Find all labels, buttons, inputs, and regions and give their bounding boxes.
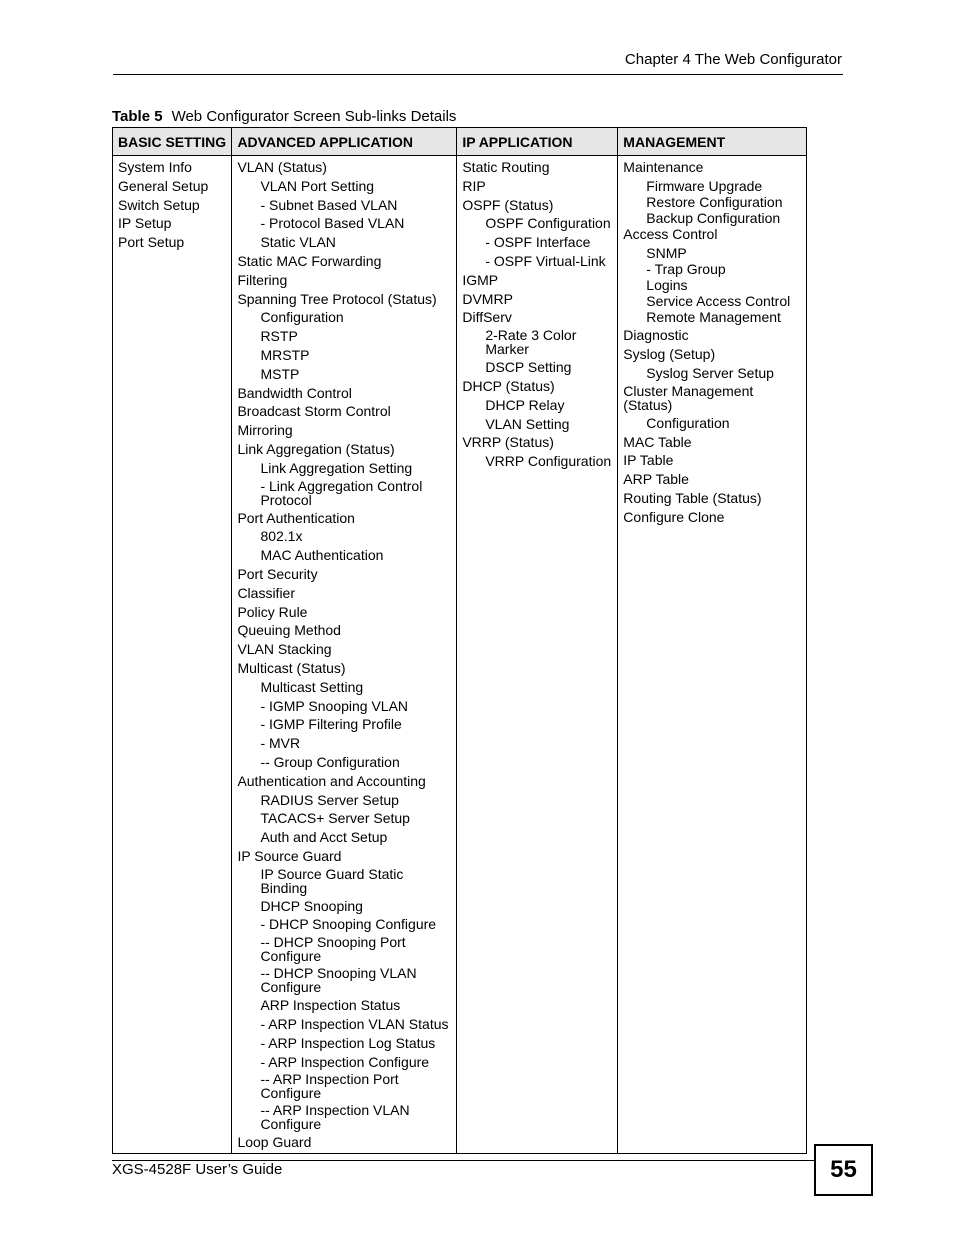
list-item: VRRP (Status) bbox=[462, 434, 554, 451]
list-item: -- DHCP Snooping Port Configure bbox=[260, 934, 406, 965]
list-item: Static MAC Forwarding bbox=[237, 252, 382, 269]
list-item: Loop Guard bbox=[237, 1134, 312, 1151]
guide-title: XGS-4528F User’s Guide bbox=[112, 1161, 283, 1178]
header-rule bbox=[113, 74, 843, 75]
list-item: RSTP bbox=[260, 328, 298, 345]
list-item: VLAN Port Setting bbox=[260, 177, 375, 194]
list-item: -- Group Configuration bbox=[260, 753, 400, 770]
column-header-management: MANAGEMENT bbox=[618, 128, 807, 156]
list-item: IP Source Guard Static Binding bbox=[260, 865, 404, 896]
list-item: Backup Configuration bbox=[646, 209, 781, 226]
page-number: 55 bbox=[814, 1144, 873, 1196]
list-item: Restore Configuration bbox=[646, 193, 783, 210]
list-item: Auth and Acct Setup bbox=[260, 829, 388, 846]
list-item: IGMP bbox=[462, 271, 499, 288]
list-item: Switch Setup bbox=[118, 196, 200, 213]
list-item: - ARP Inspection Configure bbox=[260, 1053, 430, 1070]
list-item: Filtering bbox=[237, 271, 288, 288]
list-item: Firmware Upgrade bbox=[646, 177, 763, 194]
list-item: VLAN Setting bbox=[485, 415, 570, 432]
list-item: Routing Table (Status) bbox=[623, 489, 762, 506]
list-item: Diagnostic bbox=[623, 327, 689, 344]
list-item: RADIUS Server Setup bbox=[260, 791, 399, 808]
list-item: - Subnet Based VLAN bbox=[260, 196, 398, 213]
list-item: Link Aggregation (Status) bbox=[237, 440, 395, 457]
list-item: Cluster Management (Status) bbox=[623, 382, 754, 413]
list-item: DiffServ bbox=[462, 309, 512, 326]
list-item: Configure Clone bbox=[623, 508, 725, 525]
list-item: MAC Authentication bbox=[260, 547, 384, 564]
column-header-ip: IP APPLICATION bbox=[457, 128, 618, 156]
list-item: SNMP bbox=[646, 244, 687, 261]
list-item: Configuration bbox=[646, 414, 730, 431]
list-item: Link Aggregation Setting bbox=[260, 459, 413, 476]
list-item: DHCP Relay bbox=[485, 396, 565, 413]
table-header-row bbox=[113, 128, 807, 156]
list-item: - IGMP Snooping VLAN bbox=[260, 697, 409, 714]
list-item: VLAN (Status) bbox=[237, 159, 327, 175]
list-item: IP Table bbox=[623, 452, 674, 469]
list-item: - OSPF Virtual-Link bbox=[485, 252, 606, 269]
management-cell bbox=[618, 156, 807, 1154]
table-title: Web Configurator Screen Sub-links Details bbox=[171, 108, 457, 125]
list-item: Spanning Tree Protocol (Status) bbox=[237, 290, 437, 307]
list-item: DVMRP bbox=[462, 290, 513, 307]
list-item: ARP Table bbox=[623, 471, 689, 488]
list-item: Multicast (Status) bbox=[237, 659, 346, 676]
table-row bbox=[113, 156, 807, 1154]
basic-setting-cell bbox=[113, 156, 232, 1154]
list-item: System Info bbox=[118, 159, 192, 175]
list-item: Bandwidth Control bbox=[237, 384, 352, 401]
list-item: IP Source Guard bbox=[237, 847, 342, 864]
list-item: Maintenance bbox=[623, 159, 704, 175]
chapter-header: Chapter 4 The Web Configurator bbox=[624, 51, 842, 68]
list-item: - ARP Inspection Log Status bbox=[260, 1034, 436, 1051]
list-item: ARP Inspection Status bbox=[260, 997, 401, 1014]
list-item: DHCP (Status) bbox=[462, 377, 555, 394]
list-item: Policy Rule bbox=[237, 603, 308, 620]
list-item: Queuing Method bbox=[237, 622, 341, 639]
list-item: VRRP Configuration bbox=[485, 453, 612, 470]
table-number: Table 5 bbox=[112, 108, 163, 125]
list-item: Port Authentication bbox=[237, 509, 355, 526]
list-item: MSTP bbox=[260, 365, 300, 382]
list-item: IP Setup bbox=[118, 215, 172, 232]
list-item: DHCP Snooping bbox=[260, 897, 363, 914]
list-item: Static VLAN bbox=[260, 234, 336, 251]
column-header-advanced: ADVANCED APPLICATION bbox=[232, 128, 457, 156]
ip-application-cell bbox=[457, 156, 618, 1154]
list-item: VLAN Stacking bbox=[237, 641, 332, 658]
list-item: Authentication and Accounting bbox=[237, 772, 426, 789]
table-caption bbox=[112, 108, 456, 125]
list-item: Multicast Setting bbox=[260, 678, 364, 695]
list-item: - ARP Inspection VLAN Status bbox=[260, 1016, 449, 1033]
list-item: 802.1x bbox=[260, 528, 303, 545]
list-item: Configuration bbox=[260, 309, 344, 326]
list-item: Service Access Control bbox=[646, 292, 791, 309]
list-item: RIP bbox=[462, 177, 486, 194]
list-item: Static Routing bbox=[462, 159, 550, 175]
column-header-basic: BASIC SETTING bbox=[113, 128, 232, 156]
list-item: - IGMP Filtering Profile bbox=[260, 716, 402, 733]
list-item: -- DHCP Snooping VLAN Configure bbox=[260, 965, 417, 996]
list-item: Broadcast Storm Control bbox=[237, 403, 391, 420]
list-item: - DHCP Snooping Configure bbox=[260, 916, 437, 933]
list-item: Syslog Server Setup bbox=[646, 364, 774, 381]
list-item: General Setup bbox=[118, 177, 209, 194]
list-item: Classifier bbox=[237, 584, 296, 601]
list-item: MRSTP bbox=[260, 346, 310, 363]
list-item: Logins bbox=[646, 276, 688, 293]
list-item: - Protocol Based VLAN bbox=[260, 215, 405, 232]
list-item: MAC Table bbox=[623, 433, 692, 450]
list-item: Mirroring bbox=[237, 422, 293, 439]
list-item: OSPF Configuration bbox=[485, 215, 611, 232]
list-item: -- ARP Inspection VLAN Configure bbox=[260, 1102, 410, 1133]
list-item: 2-Rate 3 Color Marker bbox=[485, 327, 577, 358]
list-item: - OSPF Interface bbox=[485, 234, 591, 251]
list-item: Access Control bbox=[623, 225, 718, 242]
advanced-application-cell bbox=[232, 156, 457, 1154]
list-item: OSPF (Status) bbox=[462, 196, 554, 213]
list-item: TACACS+ Server Setup bbox=[260, 810, 410, 827]
sub-links-table bbox=[112, 127, 807, 1154]
list-item: Remote Management bbox=[646, 308, 781, 325]
list-item: - Trap Group bbox=[646, 260, 726, 277]
list-item: - MVR bbox=[260, 735, 301, 752]
list-item: -- ARP Inspection Port Configure bbox=[260, 1071, 399, 1102]
list-item: Port Security bbox=[237, 565, 318, 582]
list-item: - Link Aggregation Control Protocol bbox=[260, 477, 423, 508]
list-item: Syslog (Setup) bbox=[623, 346, 716, 363]
list-item: Port Setup bbox=[118, 234, 185, 251]
list-item: DSCP Setting bbox=[485, 359, 572, 376]
